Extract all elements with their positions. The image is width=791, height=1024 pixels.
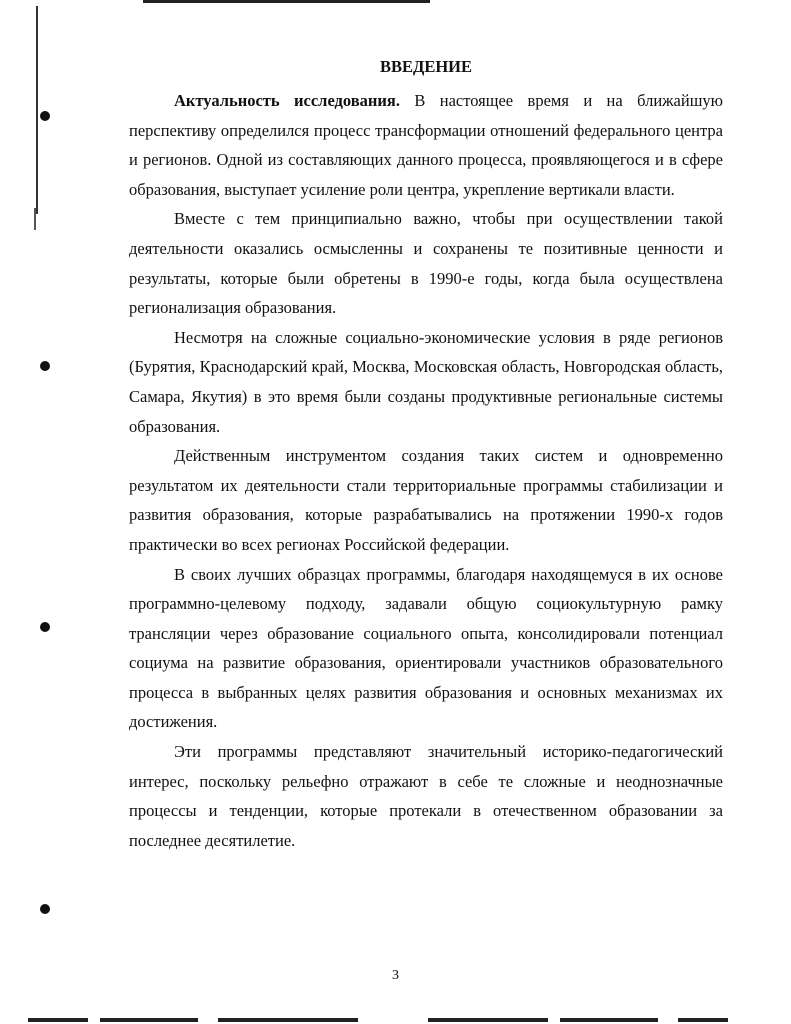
scan-left-mark: [34, 208, 36, 230]
binding-hole: [40, 361, 50, 371]
document-title: ВВЕДЕНИЕ: [379, 57, 473, 76]
body-paragraph: Несмотря на сложные социально-экономические условия в ряде регионов (Бурятия, Краснодарский край, Москва, Московская область, Новгородская область, Самара, Якутия) в это время были созданы продуктивные региональные системы образования.: [129, 327, 723, 436]
scan-left-edge: [36, 6, 38, 214]
scan-top-edge: [143, 0, 430, 3]
scan-bottom-edge: [28, 1018, 728, 1022]
body-paragraph: Эти программы представляют значительный историко-педагогический интерес, поскольку рельефно отражают в себе те сложные и неоднозначные процессы и тенденции, которые протекали в отечественном образовании за последнее десятилетие.: [129, 742, 723, 850]
binding-hole: [40, 622, 50, 632]
body-paragraph: Действенным инструментом создания таких систем и одновременно результатом их деятельности стали территориальные программы стабилизации и развития образования, которые разрабатывались на протяжении 1990-х годов практически во всех регионах Российской федерации.: [129, 446, 723, 554]
intro-text: В настоящее время и на ближайшую перспективу определился процесс трансформации отношений федерального центра и регионов. Одной из составляющих данного процесса, проявляющегося и в сфере образования, выступает усиление роли центра, укрепление вертикали власти.: [129, 91, 723, 199]
body-paragraph: В своих лучших образцах программы, благодаря находящемуся в их основе программно-целевому подходу, задавали общую социокультурную рамку трансляции через образование социального опыта, консолидировали потенциал социума на развитие образования, ориентировали участников образовательного процесса в выбранных целях развития образования и основных механизмах их достижения.: [129, 564, 723, 732]
intro-lead: Актуальность исследования.: [174, 91, 400, 110]
binding-hole: [40, 904, 50, 914]
page-number: 3: [392, 968, 399, 983]
body-paragraph: Вместе с тем принципиально важно, чтобы при осуществлении такой деятельности оказались осмысленны и сохранены те позитивные ценности и результаты, которые были обретены в 1990-е годы, когда была осуществлена регионализация образования.: [129, 209, 723, 318]
document-page: [129, 56, 723, 855]
binding-hole: [40, 111, 50, 121]
intro-paragraph: [129, 86, 723, 204]
